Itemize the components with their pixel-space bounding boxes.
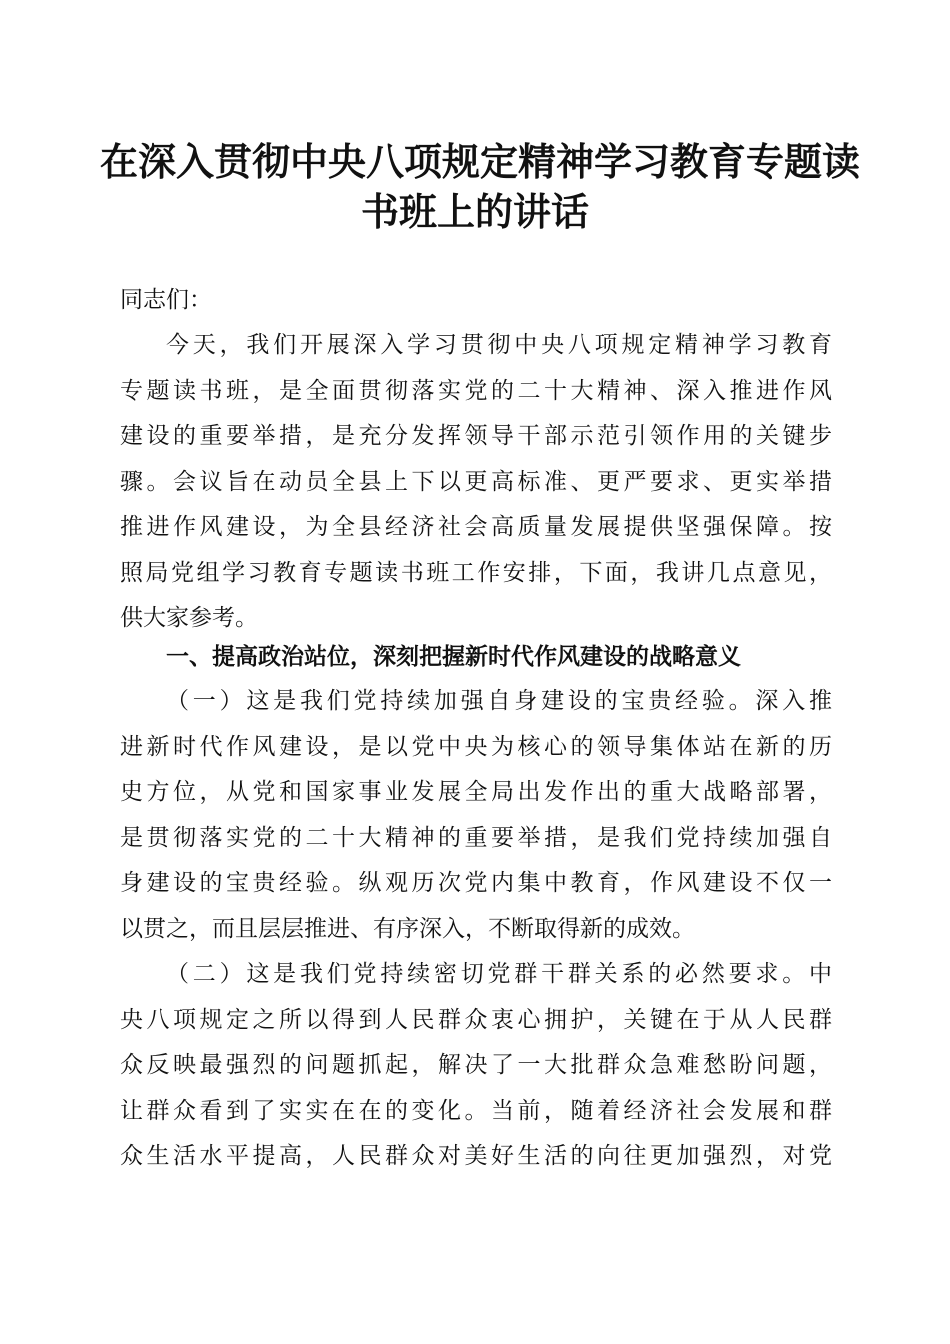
- paragraph-line: 让群众看到了实实在在的变化。当前，随着经济社会发展和群: [120, 1098, 832, 1124]
- paragraph-line: 照局党组学习教育专题读书班工作安排，下面，我讲几点意见，: [120, 560, 832, 586]
- paragraph-line: 进新时代作风建设，是以党中央为核心的领导集体站在新的历: [120, 734, 832, 760]
- paragraph-line: 推进作风建设，为全县经济社会高质量发展提供坚强保障。按: [120, 514, 832, 540]
- paragraph-line: 众生活水平提高，人民群众对美好生活的向往更加强烈，对党: [120, 1143, 832, 1169]
- paragraph-line: 供大家参考。: [120, 605, 258, 631]
- section-heading: 一、提高政治站位，深刻把握新时代作风建设的战略意义: [166, 644, 741, 670]
- paragraph-line: 骤。会议旨在动员全县上下以更高标准、更严要求、更实举措: [120, 469, 832, 495]
- salutation: 同志们：: [120, 287, 212, 313]
- paragraph-line: 是贯彻落实党的二十大精神的重要举措，是我们党持续加强自: [120, 825, 832, 851]
- paragraph-line: 众反映最强烈的问题抓起，解决了一大批群众急难愁盼问题，: [120, 1052, 832, 1078]
- paragraph-line: 身建设的宝贵经验。纵观历次党内集中教育，作风建设不仅一: [120, 870, 832, 896]
- paragraph-line: 专题读书班，是全面贯彻落实党的二十大精神、深入推进作风: [120, 378, 832, 404]
- paragraph-line: 今天，我们开展深入学习贯彻中央八项规定精神学习教育: [166, 332, 832, 358]
- paragraph-line: （二）这是我们党持续密切党群干群关系的必然要求。中: [166, 961, 832, 987]
- paragraph-line: 建设的重要举措，是充分发挥领导干部示范引领作用的关键步: [120, 423, 832, 449]
- paragraph-line: 以贯之，而且层层推进、有序深入，不断取得新的成效。: [120, 916, 695, 942]
- paragraph-line: 央八项规定之所以得到人民群众衷心拥护，关键在于从人民群: [120, 1007, 832, 1033]
- document-title-line-2: 书班上的讲话: [360, 189, 589, 234]
- paragraph-line: （一）这是我们党持续加强自身建设的宝贵经验。深入推: [166, 688, 832, 714]
- paragraph-line: 史方位，从党和国家事业发展全局出发作出的重大战略部署，: [120, 779, 832, 805]
- document-title-line-1: 在深入贯彻中央八项规定精神学习教育专题读: [100, 139, 861, 184]
